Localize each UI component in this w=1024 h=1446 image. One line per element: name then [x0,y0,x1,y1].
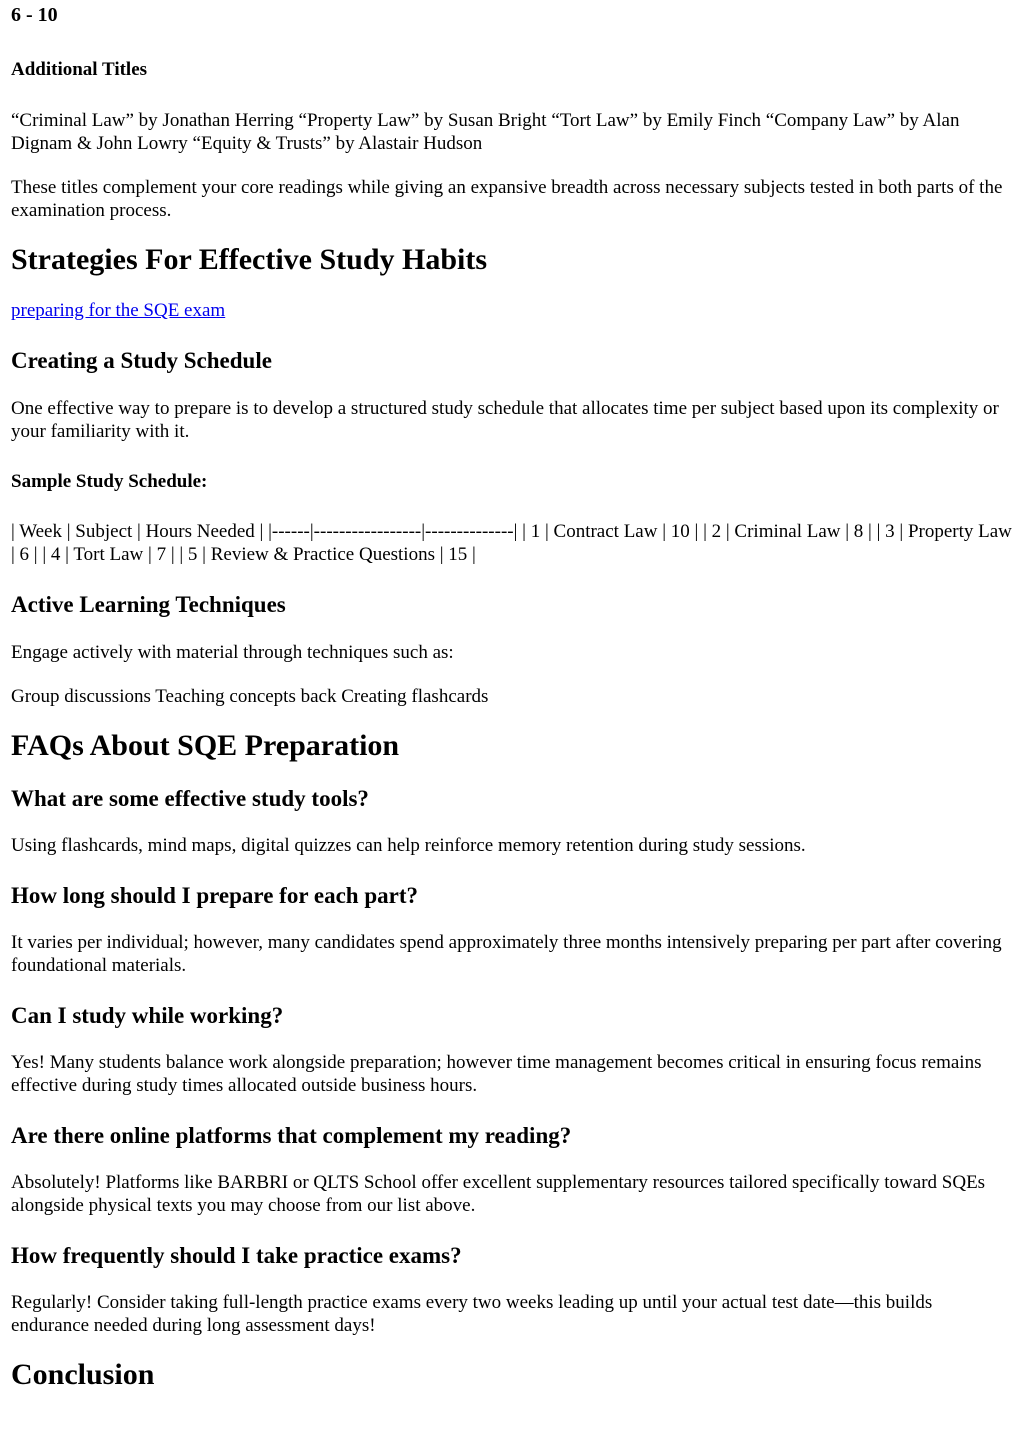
study-schedule-heading: Creating a Study Schedule [11,348,272,373]
conclusion-heading: Conclusion [11,1358,155,1391]
faqs-heading: FAQs About SQE Preparation [11,729,400,762]
sample-schedule-table: | Week | Subject | Hours Needed | |------|-----------------|--------------| | 1 | Contract Law | 10 | | 2 | Criminal Law | 8 | | 3 | Property Law | 6 | | 4 | Tort Law | 7 | | 5 | Review & Practice Questions | 15 | [11,521,1012,565]
sqe-prep-link[interactable]: preparing for the SQE exam [11,300,226,321]
active-learning-list: Group discussions Teaching concepts back Creating flashcards [11,686,489,707]
faq-answer: It varies per individual; however, many candidates spend approximately three months intensively preparing per part after covering foundational materials. [11,932,1002,976]
faq-answer: Absolutely! Platforms like BARBRI or QLTS School offer excellent supplementary resources tailored specifically toward SQEs alongside physical texts you may choose from our list above. [11,1172,986,1216]
faq-answer: Regularly! Consider taking full-length practice exams every two weeks leading up until your actual test date—this builds endurance needed during long assessment days! [11,1292,933,1336]
rank-range-heading: 6 - 10 [11,4,58,26]
additional-titles-list: “Criminal Law” by Jonathan Herring “Property Law” by Susan Bright “Tort Law” by Emily Finch “Company Law” by Alan Dignam & John Lowry “Equity & Trusts” by Alastair Hudson [11,110,960,154]
faq-answer: Yes! Many students balance work alongside preparation; however time management becomes critical in ensuring focus remains effective during study times allocated outside business hours. [11,1052,982,1096]
sample-schedule-label: Sample Study Schedule: [11,471,208,492]
faq-answer: Using flashcards, mind maps, digital quizzes can help reinforce memory retention during study sessions. [11,835,806,856]
strategies-heading: Strategies For Effective Study Habits [11,243,488,276]
active-learning-heading: Active Learning Techniques [11,592,286,617]
additional-titles-heading: Additional Titles [11,59,148,80]
faq-question: Are there online platforms that complement my reading? [11,1123,572,1148]
active-learning-intro: Engage actively with material through techniques such as: [11,642,454,663]
faq-question: Can I study while working? [11,1003,284,1028]
faq-question: How frequently should I take practice exams? [11,1243,462,1268]
additional-titles-summary: These titles complement your core readings while giving an expansive breadth across necessary subjects tested in both parts of the examination process. [11,177,1003,221]
faq-question: How long should I prepare for each part? [11,883,419,908]
study-schedule-intro: One effective way to prepare is to develop a structured study schedule that allocates time per subject based upon its complexity or your familiarity with it. [11,398,999,442]
faq-question: What are some effective study tools? [11,786,369,811]
